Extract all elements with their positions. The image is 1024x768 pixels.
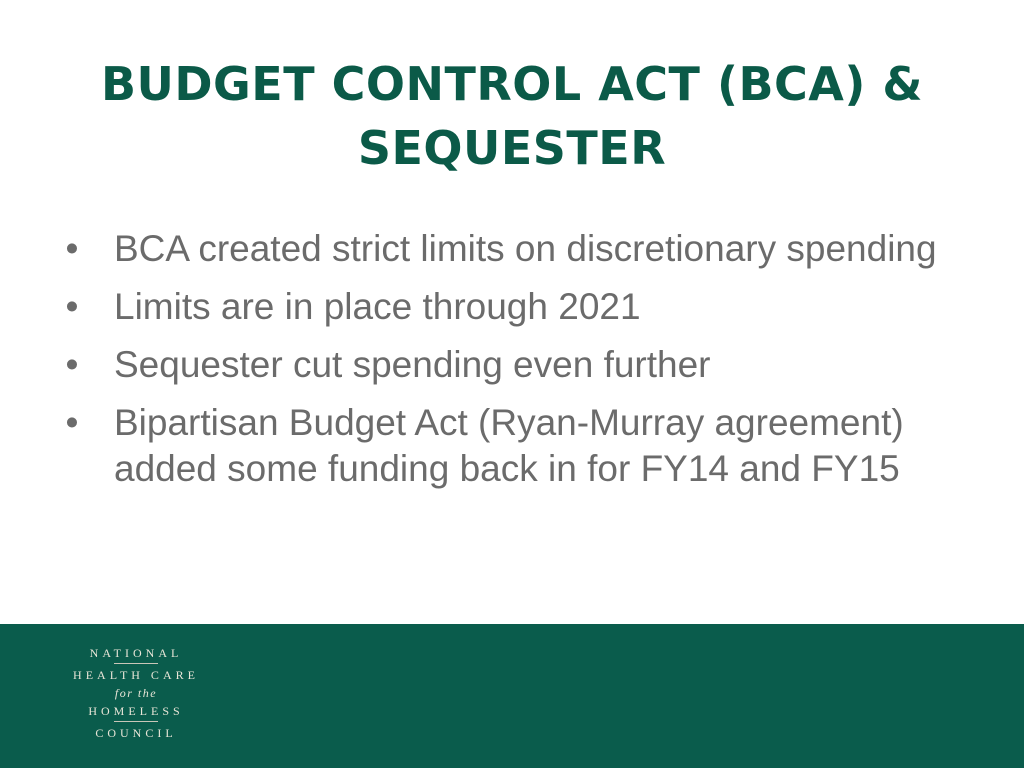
logo-divider — [114, 663, 158, 664]
logo-line-council: COUNCIL — [95, 726, 177, 740]
logo-line-homeless: HOMELESS — [88, 704, 184, 718]
bullet-item — [56, 342, 956, 388]
bullet-text: BCA created strict limits on discretionary spending — [114, 228, 937, 269]
logo-divider — [114, 721, 158, 722]
logo-line-national: NATIONAL — [89, 646, 183, 660]
bullet-marker: • — [65, 402, 79, 443]
slide-title-line-1: BUDGET CONTROL ACT (BCA) & — [100, 57, 924, 111]
logo-line-health-care: HEALTH CARE — [73, 668, 199, 682]
bullet-item — [56, 284, 956, 330]
slide-title-line-2: SEQUESTER — [357, 121, 667, 175]
bullet-marker: • — [65, 228, 79, 269]
organization-logo — [56, 646, 216, 740]
bullet-text: Limits are in place through 2021 — [114, 286, 641, 327]
slide-title — [60, 52, 964, 180]
bullet-marker: • — [65, 344, 79, 385]
bullet-text: Bipartisan Budget Act (Ryan-Murray agreement) added some funding back in for FY14 and FY15 — [114, 402, 904, 489]
bullet-item — [56, 400, 956, 492]
bullet-list — [56, 226, 956, 504]
bullet-item — [56, 226, 956, 272]
logo-line-for-the: for the — [114, 686, 158, 700]
footer-band — [0, 624, 1024, 768]
bullet-text: Sequester cut spending even further — [114, 344, 711, 385]
bullet-marker: • — [65, 286, 79, 327]
